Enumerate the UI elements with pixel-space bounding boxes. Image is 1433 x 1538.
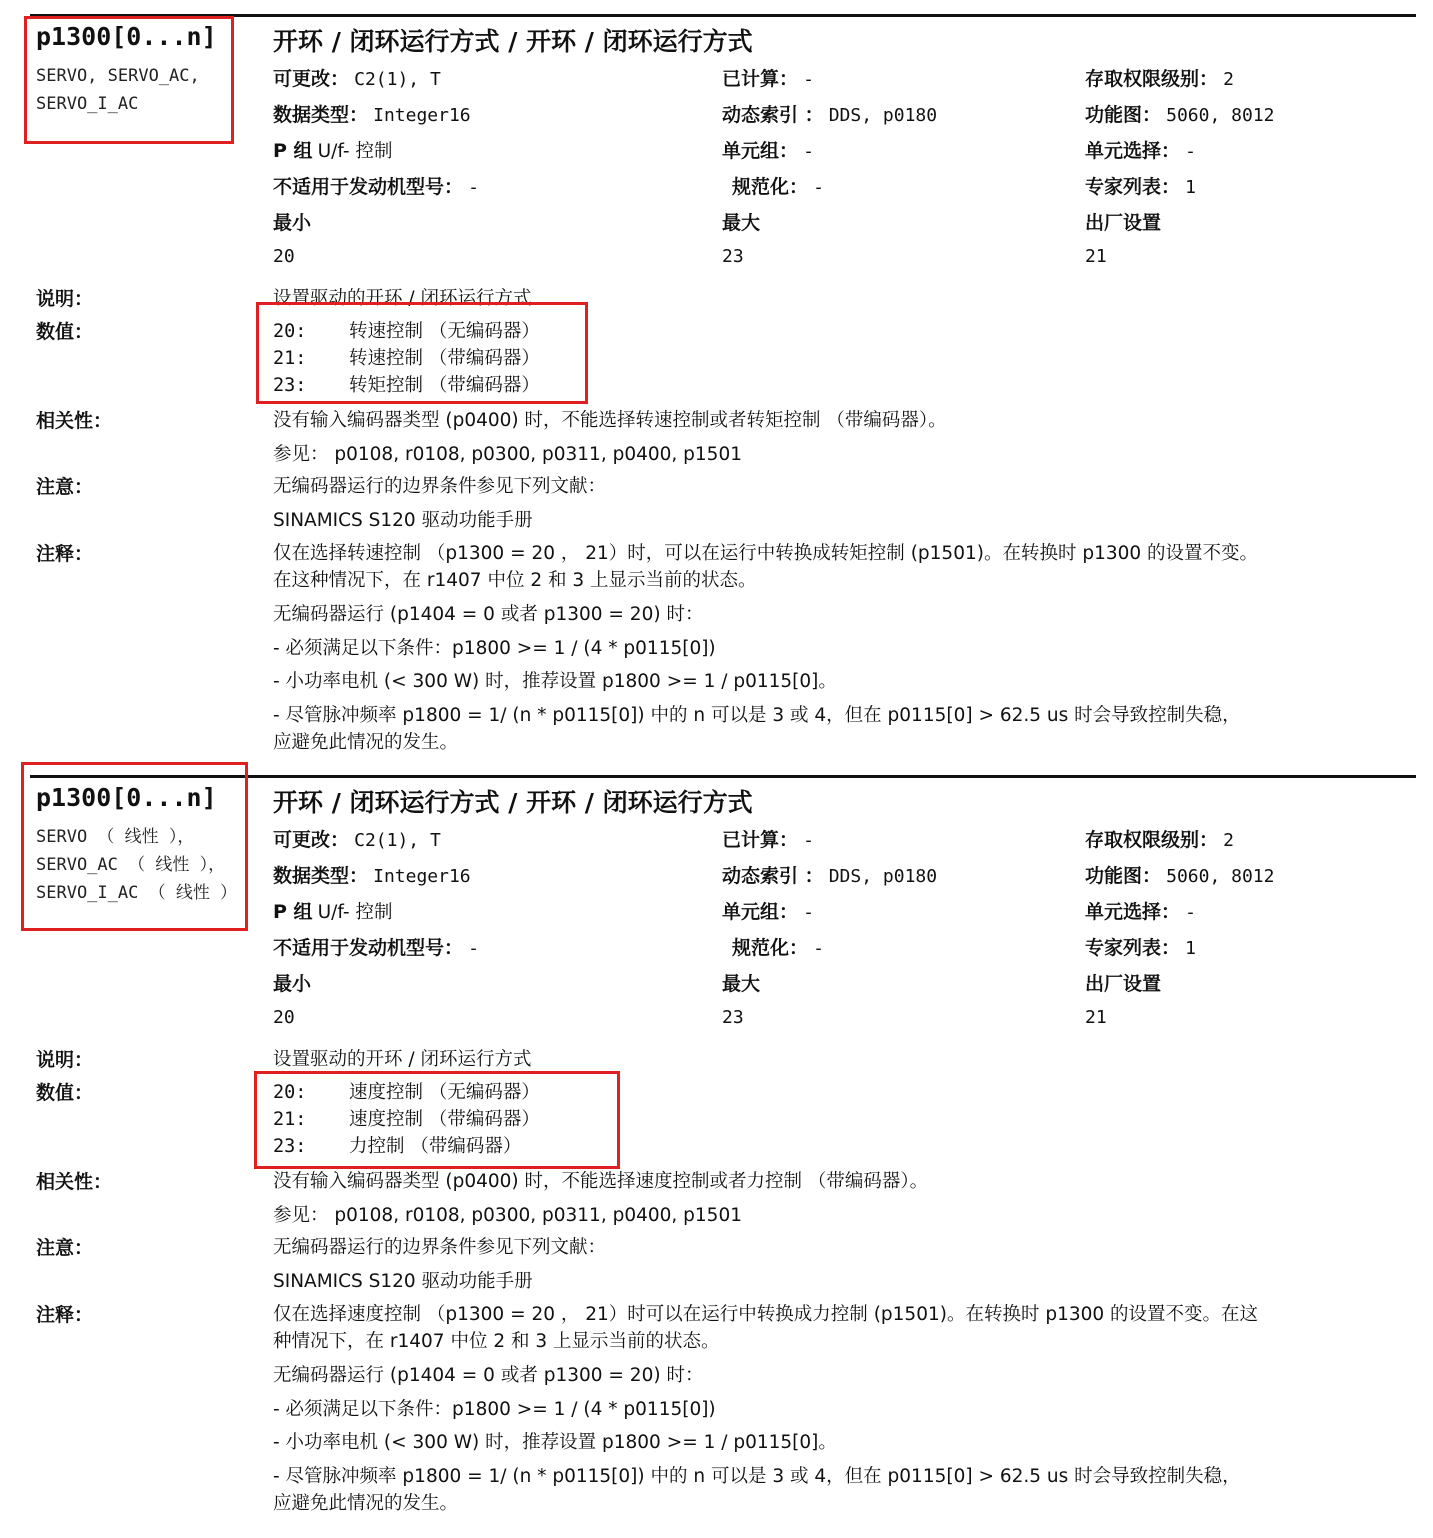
dependency-label: 相关性： [36,1171,113,1193]
parameter-title: 开环 / 闭环运行方式 / 开环 / 闭环运行方式 [273,27,753,56]
drive-object-line: SERVO, SERVO_AC, [36,66,200,86]
value-code: 21: [273,348,307,369]
desc-label: 说明： [36,1049,94,1071]
prop-unit-group [722,897,814,924]
caution-text: SINAMICS S120 驱动功能手册 [273,1271,533,1292]
prop-value: 1 [1185,938,1196,959]
prop-expert-list [1085,172,1196,199]
max-value: 23 [722,1007,744,1028]
prop-unit-group [722,136,814,163]
prop-value: - [813,177,824,198]
prop-value: U/f- 控制 [317,902,393,923]
prop-value: 5060, 8012 [1166,105,1275,126]
values-label: 数值： [36,321,94,343]
prop-value: Integer16 [373,105,471,126]
desc-text: 设置驱动的开环 / 闭环运行方式 [273,1049,532,1070]
max-label: 最大 [722,973,761,995]
note-line: 应避免此情况的发生。 [273,1493,459,1514]
prop-expert-list [1085,933,1196,960]
value-code: 20: [273,321,307,342]
prop-value: DDS, p0180 [828,105,938,126]
prop-value: 1 [1185,177,1196,198]
note-line: 种情况下，在 r1407 中位 2 和 3 上显示当前的状态。 [273,1331,720,1352]
prop-value: - [803,69,814,90]
prop-label: 单元选择： [1085,140,1181,162]
note-line: 无编码器运行 (p1404 = 0 或者 p1300 = 20) 时： [273,604,704,625]
prop-label: P 组 [273,901,313,923]
note-line: - 小功率电机 (< 300 W) 时，推荐设置 p1800 >= 1 / p0115[0]。 [273,671,837,692]
prop-label: 功能图： [1085,104,1162,126]
note-line: - 尽管脉冲频率 p1800 = 1/ (n * p0115[0]) 中的 n 可以是 3 或 4，但在 p0115[0] > 62.5 us 时会导致控制失稳， [273,705,1241,726]
prop-changeable [273,64,441,91]
prop-normalization [732,933,824,960]
prop-label: 单元组： [722,140,799,162]
caution-label: 注意： [36,1237,94,1259]
desc-text: 设置驱动的开环 / 闭环运行方式 [273,288,532,309]
factory-value: 21 [1085,246,1107,267]
prop-label: 单元选择： [1085,901,1181,923]
see-also-text: 参见： p0108, r0108, p0300, p0311, p0400, p1501 [273,444,742,465]
prop-calculated [722,64,814,91]
factory-label: 出厂设置 [1085,973,1162,995]
prop-label: 已计算： [722,829,799,851]
drive-object-line: SERVO （ 线性 ）， [36,827,195,847]
prop-label: 动态索引 ： [722,865,824,887]
note-line: - 必须满足以下条件：p1800 >= 1 / (4 * p0115[0]) [273,1399,716,1420]
prop-value: U/f- 控制 [317,141,393,162]
prop-unit-select [1085,897,1196,924]
prop-not-motor [273,933,479,960]
prop-label: 已计算： [722,68,799,90]
note-line: 仅在选择速度控制 （p1300 = 20 ， 21）时可以在运行中转换成力控制 (p1501)。在转换时 p1300 的设置不变。在这 [273,1304,1259,1325]
min-value: 20 [273,1007,295,1028]
prop-label: 数据类型： [273,104,369,126]
min-value: 20 [273,246,295,267]
value-text: 速度控制 （带编码器） [349,1109,540,1130]
factory-value: 21 [1085,1007,1107,1028]
caution-text: 无编码器运行的边界条件参见下列文献： [273,1237,607,1258]
value-item [273,317,540,343]
max-label: 最大 [722,212,761,234]
prop-pgroup [273,136,392,163]
prop-normalization [732,172,824,199]
parameter-block-1 [0,14,1433,776]
prop-value: 2 [1223,69,1234,90]
value-text: 转速控制 （无编码器） [349,321,540,342]
value-item [273,1132,521,1158]
prop-label: 不适用于发动机型号： [273,937,464,959]
prop-label: 可更改： [273,829,350,851]
drive-object-line: SERVO_AC （ 线性 ）， [36,855,226,875]
prop-value: - [803,830,814,851]
prop-value: 2 [1223,830,1234,851]
value-text: 转速控制 （带编码器） [349,348,540,369]
drive-object-line: SERVO_I_AC [36,94,139,114]
prop-label: 不适用于发动机型号： [273,176,464,198]
prop-label: 可更改： [273,68,350,90]
note-line: 无编码器运行 (p1404 = 0 或者 p1300 = 20) 时： [273,1365,704,1386]
values-label: 数值： [36,1082,94,1104]
caution-text: 无编码器运行的边界条件参见下列文献： [273,476,607,497]
prop-function-diagram [1085,861,1274,888]
prop-value: - [1185,141,1196,162]
note-line: 在这种情况下，在 r1407 中位 2 和 3 上显示当前的状态。 [273,570,757,591]
note-line: - 必须满足以下条件：p1800 >= 1 / (4 * p0115[0]) [273,638,716,659]
prop-value: - [813,938,824,959]
note-label: 注释： [36,1304,94,1326]
prop-value: - [468,938,479,959]
parameter-title: 开环 / 闭环运行方式 / 开环 / 闭环运行方式 [273,788,753,817]
drive-object-line: SERVO_I_AC （ 线性 ） [36,883,238,903]
value-item [273,344,540,370]
prop-pgroup [273,897,392,924]
prop-access-level [1085,64,1234,91]
prop-value: 5060, 8012 [1166,866,1275,887]
note-label: 注释： [36,543,94,565]
prop-label: 存取权限级别： [1085,68,1219,90]
factory-label: 出厂设置 [1085,212,1162,234]
prop-not-motor [273,172,479,199]
value-code: 23: [273,1136,307,1157]
value-text: 力控制 （带编码器） [349,1136,522,1157]
value-item [273,1105,540,1131]
dependency-label: 相关性： [36,410,113,432]
prop-label: 规范化： [732,176,809,198]
value-item [273,1078,540,1104]
note-line: 仅在选择转速控制 （p1300 = 20 ， 21）时，可以在运行中转换成转矩控制 (p1501)。在转换时 p1300 的设置不变。 [273,543,1259,564]
dependency-text: 没有输入编码器类型 (p0400) 时，不能选择速度控制或者力控制 （带编码器）。 [273,1171,929,1192]
section-rule [30,14,1416,17]
prop-label: 单元组： [722,901,799,923]
dependency-text: 没有输入编码器类型 (p0400) 时，不能选择转速控制或者转矩控制 （带编码器）。 [273,410,947,431]
prop-label: 动态索引 ： [722,104,824,126]
prop-access-level [1085,825,1234,852]
prop-label: 专家列表： [1085,937,1181,959]
prop-value: C2(1), T [354,69,441,90]
value-text: 转矩控制 （带编码器） [349,375,540,396]
caution-text: SINAMICS S120 驱动功能手册 [273,510,533,531]
prop-unit-select [1085,136,1196,163]
min-label: 最小 [273,212,312,234]
desc-label: 说明： [36,288,94,310]
prop-dynamic-index [722,100,937,127]
caution-label: 注意： [36,476,94,498]
prop-changeable [273,825,441,852]
prop-calculated [722,825,814,852]
prop-dynamic-index [722,861,937,888]
prop-label: 功能图： [1085,865,1162,887]
prop-label: 规范化： [732,937,809,959]
value-item [273,371,540,397]
parameter-name: p1300[0...n] [36,783,217,812]
value-code: 21: [273,1109,307,1130]
prop-value: - [803,902,814,923]
parameter-block-2 [0,775,1433,1537]
note-line: 应避免此情况的发生。 [273,732,459,753]
prop-function-diagram [1085,100,1274,127]
min-label: 最小 [273,973,312,995]
prop-value: - [803,141,814,162]
prop-datatype [273,100,471,127]
parameter-name: p1300[0...n] [36,22,217,51]
prop-value: - [468,177,479,198]
prop-value: - [1185,902,1196,923]
value-text: 速度控制 （无编码器） [349,1082,540,1103]
max-value: 23 [722,246,744,267]
prop-label: 数据类型： [273,865,369,887]
note-line: - 小功率电机 (< 300 W) 时，推荐设置 p1800 >= 1 / p0115[0]。 [273,1432,837,1453]
prop-value: C2(1), T [354,830,441,851]
value-code: 20: [273,1082,307,1103]
note-line: - 尽管脉冲频率 p1800 = 1/ (n * p0115[0]) 中的 n 可以是 3 或 4，但在 p0115[0] > 62.5 us 时会导致控制失稳， [273,1466,1241,1487]
prop-value: Integer16 [373,866,471,887]
prop-label: 专家列表： [1085,176,1181,198]
prop-datatype [273,861,471,888]
prop-label: P 组 [273,140,313,162]
see-also-text: 参见： p0108, r0108, p0300, p0311, p0400, p1501 [273,1205,742,1226]
prop-value: DDS, p0180 [828,866,938,887]
value-code: 23: [273,375,307,396]
prop-label: 存取权限级别： [1085,829,1219,851]
